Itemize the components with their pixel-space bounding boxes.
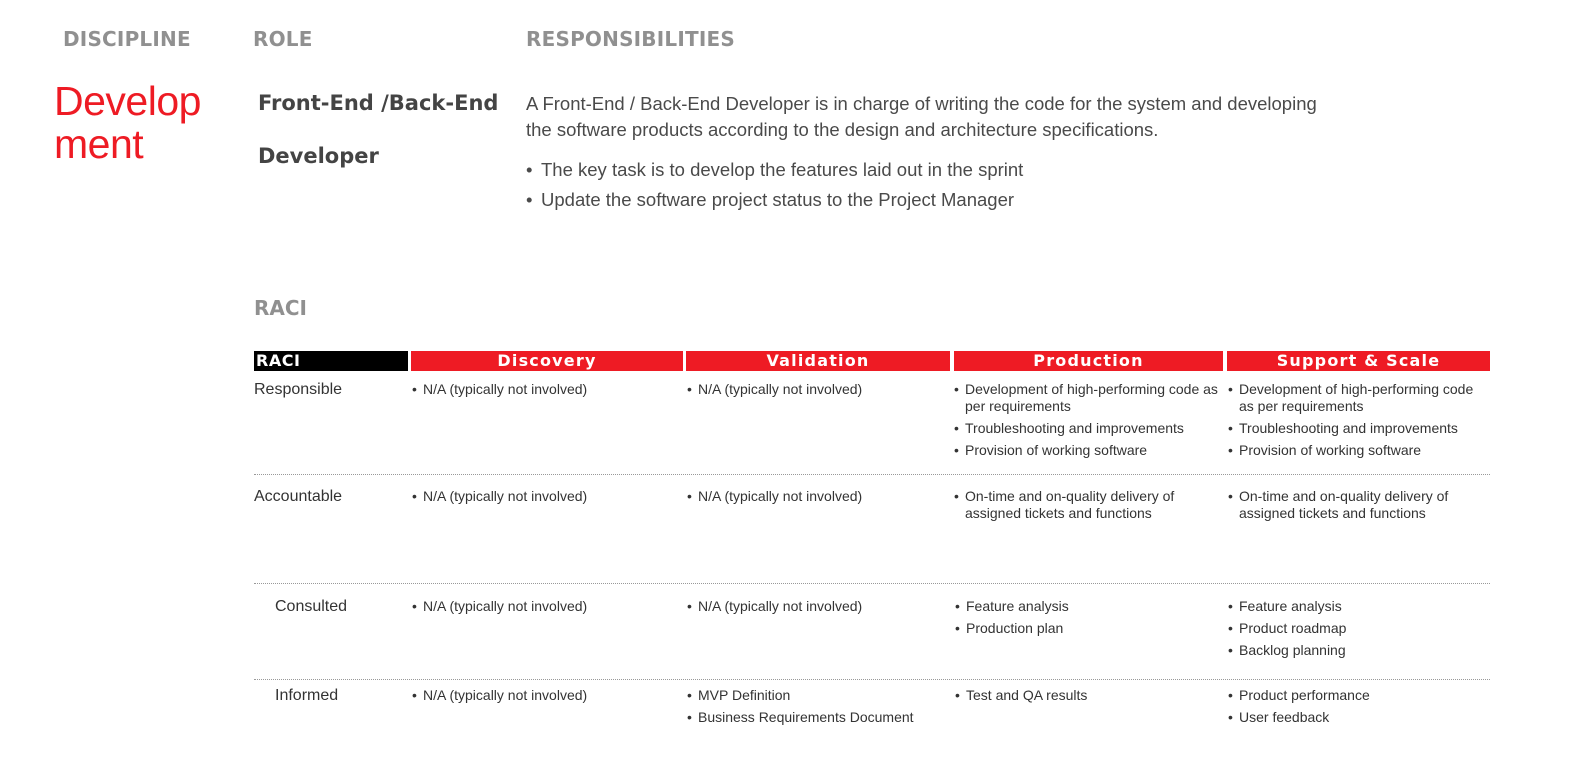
list-item: • N/A (typically not involved): [686, 488, 948, 505]
list-item: • On-time and on-quality delivery of assigned tickets and functions: [1227, 488, 1489, 522]
consulted-support-cell: [1227, 598, 1489, 664]
list-item: • N/A (typically not involved): [411, 687, 679, 704]
raci-row-label-consulted: Consulted: [275, 598, 348, 615]
row-divider: [254, 583, 1490, 584]
informed-production-cell: [954, 687, 1220, 709]
list-item: • User feedback: [1227, 709, 1489, 726]
accountable-production-cell: [953, 488, 1219, 527]
role-column-header: ROLE: [253, 27, 313, 51]
responsibility-bullet: • Update the software project status to the Project Manager: [526, 187, 1023, 217]
list-item: • Test and QA results: [954, 687, 1220, 704]
discipline-title: [54, 80, 224, 166]
list-item: • MVP Definition: [686, 687, 948, 704]
consulted-discovery-cell: [411, 598, 679, 620]
role-title-line-2: Developer: [258, 144, 379, 168]
list-item: • On-time and on-quality delivery of assigned tickets and functions: [953, 488, 1219, 522]
responsibilities-bullet-list: [526, 157, 1023, 217]
list-item: • Provision of working software: [953, 442, 1219, 459]
responsible-production-cell: [953, 381, 1219, 464]
list-item: • Troubleshooting and improvements: [1227, 420, 1489, 437]
list-item: • Business Requirements Document: [686, 709, 948, 726]
list-item: • Product roadmap: [1227, 620, 1489, 637]
consulted-production-cell: [954, 598, 1220, 642]
informed-support-cell: [1227, 687, 1489, 731]
list-item: • Product performance: [1227, 687, 1489, 704]
discipline-title-line-2: ment: [54, 121, 144, 167]
list-item: • Development of high-performing code as per requirements: [953, 381, 1219, 415]
list-item: • Feature analysis: [954, 598, 1220, 615]
list-item: • N/A (typically not involved): [411, 381, 679, 398]
responsibility-bullet: • The key task is to develop the features laid out in the sprint: [526, 157, 1023, 187]
accountable-validation-cell: [686, 488, 948, 510]
responsible-validation-cell: [686, 381, 948, 403]
informed-validation-cell: [686, 687, 948, 731]
accountable-support-cell: [1227, 488, 1489, 527]
list-item: • N/A (typically not involved): [686, 598, 948, 615]
list-item: • N/A (typically not involved): [686, 381, 948, 398]
list-item: • Production plan: [954, 620, 1220, 637]
raci-header-cell: RACI: [254, 351, 408, 371]
accountable-discovery-cell: [411, 488, 679, 510]
list-item: • Feature analysis: [1227, 598, 1489, 615]
list-item: • Backlog planning: [1227, 642, 1489, 659]
consulted-validation-cell: [686, 598, 948, 620]
list-item: • N/A (typically not involved): [411, 598, 679, 615]
list-item: • Troubleshooting and improvements: [953, 420, 1219, 437]
discipline-column-header: DISCIPLINE: [63, 27, 191, 51]
row-divider: [254, 679, 1490, 680]
list-item: • Development of high-performing code as per requirements: [1227, 381, 1489, 415]
responsibilities-column-header: RESPONSIBILITIES: [526, 27, 735, 51]
production-header-cell: Production: [954, 351, 1223, 371]
support-scale-header-cell: Support & Scale: [1227, 351, 1490, 371]
raci-row-label-accountable: Accountable: [254, 488, 343, 505]
raci-section-title: RACI: [254, 296, 307, 320]
responsibilities-description: A Front-End / Back-End Developer is in charge of writing the code for the system and developing the software products according to the design and architecture specifications.: [526, 93, 1317, 140]
role-title-line-1: Front-End /Back-End: [258, 91, 499, 115]
validation-header-cell: Validation: [686, 351, 950, 371]
informed-discovery-cell: [411, 687, 679, 709]
row-divider: [254, 474, 1490, 475]
raci-row-label-informed: Informed: [275, 687, 339, 704]
raci-row-label-responsible: Responsible: [254, 381, 343, 398]
list-item: • N/A (typically not involved): [411, 488, 679, 505]
discovery-header-cell: Discovery: [411, 351, 683, 371]
responsible-discovery-cell: [411, 381, 679, 403]
responsible-support-cell: [1227, 381, 1489, 464]
discipline-title-line-1: Develop: [54, 78, 201, 124]
list-item: • Provision of working software: [1227, 442, 1489, 459]
